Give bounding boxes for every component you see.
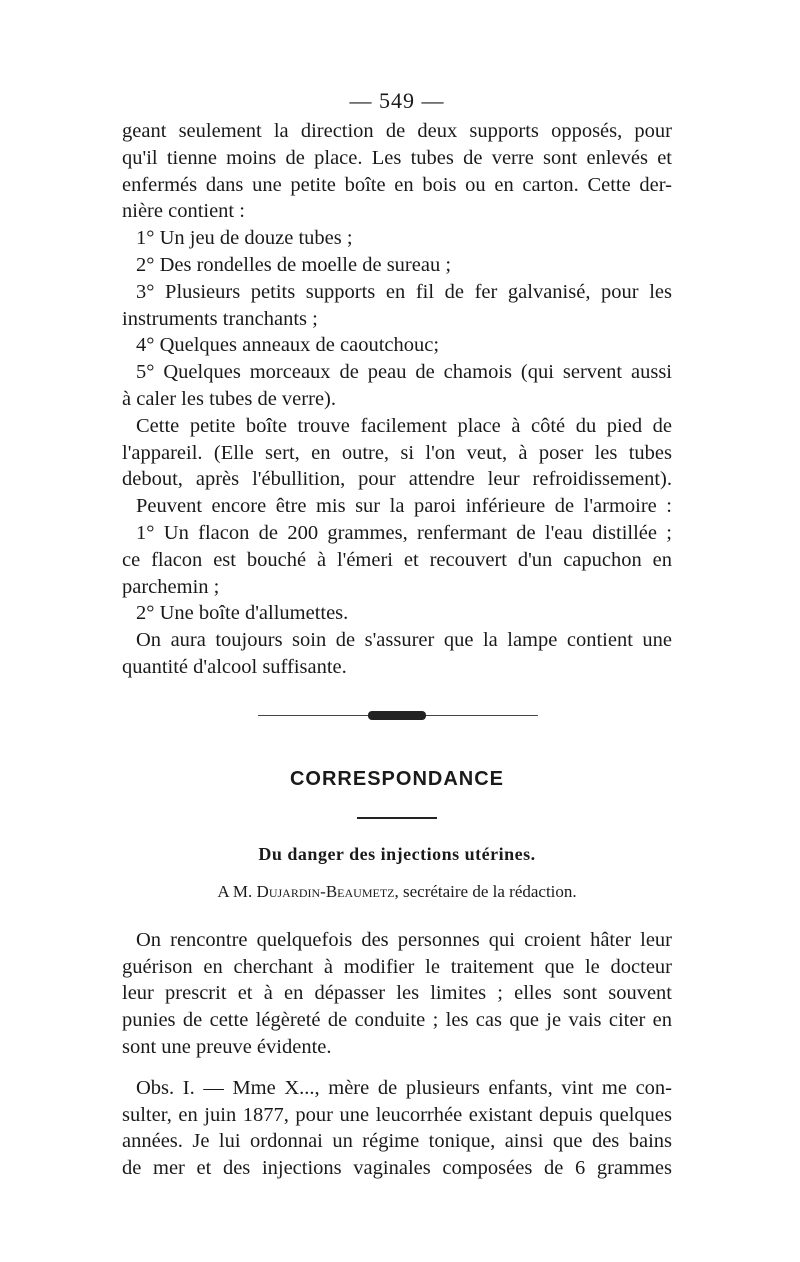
text-line: l'appareil. (Elle sert, en outre, si l'on veut, à poser les tubes	[122, 441, 672, 464]
ornamental-rule	[122, 697, 672, 733]
article-subtitle: Du danger des injections utérines.	[258, 843, 536, 864]
text-line: debout, après l'ébullition, pour attendre leur refroidissement).	[122, 468, 672, 491]
list-item-flacon-cont: ce flacon est bouché à l'émeri et recouvert d'un capuchon en	[122, 548, 672, 571]
address-name: Dujardin-Beaumetz,	[256, 881, 399, 901]
list-item-5-cont: à caler les tubes de verre).	[122, 387, 336, 410]
text-line: geant seulement la direction de deux supports opposés, pour	[122, 120, 672, 142]
list-box-contents	[122, 225, 672, 413]
text-line: punies de cette légèreté de conduite ; les cas que je vais citer en	[122, 1009, 672, 1032]
list-item-flacon: 1° Un flacon de 200 grammes, renfermant de l'eau distillée ;	[136, 521, 672, 544]
list-item-2: 2° Des rondelles de moelle de sureau ;	[136, 253, 452, 276]
text-line: années. Je lui ordonnai un régime tonique, ainsi que des bains	[122, 1130, 672, 1153]
text-line: nière contient :	[122, 200, 245, 223]
list-item-1: 1° Un jeu de douze tubes ;	[136, 227, 353, 250]
paragraph-alcool	[122, 627, 672, 681]
paragraph-box-placement	[122, 413, 672, 493]
address-prefix: A M.	[217, 881, 253, 901]
list-item-3: 3° Plusieurs petits supports en fil de fer galvanisé, pour les	[136, 280, 672, 303]
spacer	[122, 905, 672, 927]
list-item-4: 4° Quelques anneaux de caoutchouc;	[136, 334, 440, 357]
text-line: enfermés dans une petite boîte en bois ou en carton. Cette der-	[122, 173, 672, 196]
text-line: de mer et des injections vaginales composées de 6 grammes	[122, 1157, 672, 1180]
list-item-3-cont: instruments tranchants ;	[122, 307, 318, 330]
spacer	[122, 1061, 672, 1075]
document-page	[122, 84, 672, 1182]
text-line: Obs. I. — Mme X..., mère de plusieurs enfants, vint me con-	[136, 1076, 672, 1099]
text-line: leur prescrit et à en dépasser les limites ; elles sont souvent	[122, 982, 672, 1005]
paragraph-intro-correspondance	[122, 927, 672, 1061]
addressee-line	[122, 879, 672, 905]
section-title: CORRESPONDANCE	[289, 767, 505, 790]
text-line: Cette petite boîte trouve facilement place à côté du pied de	[136, 414, 672, 437]
text-line: Peuvent encore être mis sur la paroi inférieure de l'armoire :	[136, 495, 672, 518]
text-line: qu'il tienne moins de place. Les tubes de verre sont enlevés et	[122, 146, 672, 169]
address-suffix: secrétaire de la rédaction.	[402, 881, 577, 901]
text-line: On aura toujours soin de s'assurer que la lampe contient une	[136, 629, 672, 652]
list-armoire-items	[122, 520, 672, 627]
title-underline	[357, 817, 437, 819]
list-item-5: 5° Quelques morceaux de peau de chamois (qui servent aussi	[136, 361, 672, 384]
text-line: quantité d'alcool suffisante.	[122, 655, 347, 678]
paragraph-observation-1	[122, 1075, 672, 1182]
list-item-flacon-cont: parchemin ;	[122, 575, 220, 598]
text-line: guérison en cherchant à modifier le traitement que le docteur	[122, 955, 672, 978]
ornament-center	[368, 711, 426, 720]
text-line: On rencontre quelquefois des personnes qui croient hâter leur	[136, 928, 672, 951]
text-line: sulter, en juin 1877, pour une leucorrhée existant depuis quelques	[122, 1103, 672, 1126]
page-number: — 549 —	[349, 88, 445, 113]
list-item-allumettes: 2° Une boîte d'allumettes.	[136, 602, 349, 625]
text-line: sont une preuve évidente.	[122, 1035, 332, 1058]
paragraph-box-contents-intro	[122, 118, 672, 225]
paragraph-armoire	[122, 493, 672, 520]
